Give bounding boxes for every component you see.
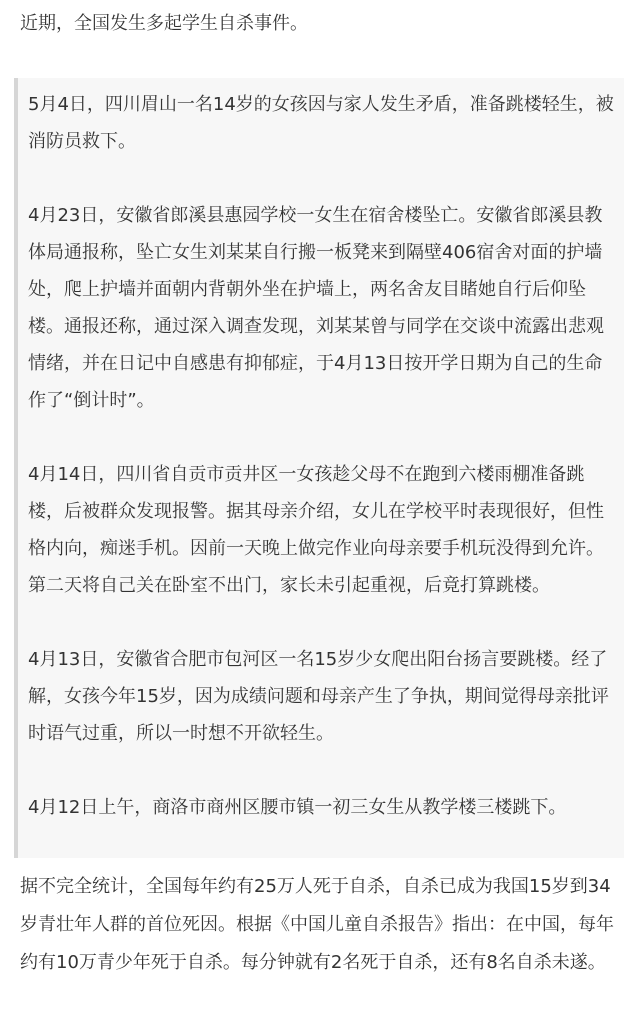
event-list-blockquote [14, 78, 624, 858]
intro-paragraph: 近期，全国发生多起学生自杀事件。 [20, 13, 308, 34]
event-item-apr-23: 4月23日，安徽省郎溪县惠园学校一女生在宿舍楼坠亡。安徽省郎溪县教体局通报称，坠亡女生刘某某自行搬一板凳来到隔壁406宿舍对面的护墙处，爬上护墙并面朝内背朝外坐在护墙上，两名舍友目睹她自行后仰坠楼。通报还称，通过深入调查发现，刘某某曾与同学在交谈中流露出悲观情绪，并在日记中自感患有抑郁症，于4月13日按开学日期为自己的生命作了“倒计时”。 [28, 205, 604, 411]
event-item-apr-13: 4月13日，安徽省合肥市包河区一名15岁少女爬出阳台扬言要跳楼。经了解，女孩今年15岁，因为成绩问题和母亲产生了争执，期间觉得母亲批评时语气过重，所以一时想不开欲轻生。 [28, 649, 609, 744]
event-item-may-4: 5月4日，四川眉山一名14岁的女孩因与家人发生矛盾，准备跳楼轻生，被消防员救下。 [28, 94, 614, 152]
statistics-paragraph: 据不完全统计，全国每年约有25万人死于自杀，自杀已成为我国15岁到34岁青壮年人群的首位死因。根据《中国儿童自杀报告》指出：在中国，每年约有10万青少年死于自杀。每分钟就有2名死于自杀，还有8名自杀未遂。 [20, 876, 614, 973]
event-item-apr-12: 4月12日上午，商洛市商州区腰市镇一初三女生从教学楼三楼跳下。 [28, 797, 567, 818]
event-item-apr-14: 4月14日，四川省自贡市贡井区一女孩趁父母不在跑到六楼雨棚准备跳楼，后被群众发现报警。据其母亲介绍，女儿在学校平时表现很好，但性格内向，痴迷手机。因前一天晚上做完作业向母亲要手机玩没得到允许。第二天将自己关在卧室不出门，家长未引起重视，后竟打算跳楼。 [28, 464, 604, 596]
